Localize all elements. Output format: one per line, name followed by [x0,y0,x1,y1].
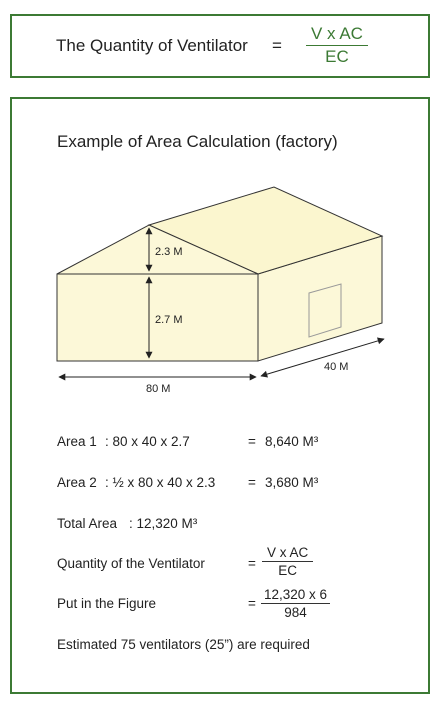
quantity-denominator: EC [278,563,298,578]
formula-numerator: V x AC [311,24,363,43]
wall-height-label: 2.7 M [155,314,183,326]
area1-label: Area 1 [57,434,97,449]
area1-equals: = [248,434,256,449]
formula-label: The Quantity of Ventilator [56,36,248,55]
total-area-label: Total Area [57,516,118,531]
put-numerator: 12,320 x 6 [264,587,328,602]
area2-result: 3,680 M³ [265,475,319,490]
quantity-numerator: V x AC [267,545,309,560]
total-area-value: : 12,320 M³ [129,516,198,531]
area2-expression: : ½ x 80 x 40 x 2.3 [105,475,216,490]
length-label: 80 M [146,383,171,395]
put-equals: = [248,596,256,611]
quantity-fraction [262,545,313,578]
width-label: 40 M [324,361,349,373]
put-label: Put in the Figure [57,596,157,611]
put-denominator: 984 [284,605,307,620]
estimate-text: Estimated 75 ventilators (25”) are required [57,637,310,652]
quantity-equals: = [248,556,256,571]
area2-label: Area 2 [57,475,97,490]
area2-equals: = [248,475,256,490]
formula-denominator: EC [325,47,349,66]
put-fraction [261,587,330,620]
roof-height-label: 2.3 M [155,246,183,258]
area1-expression: : 80 x 40 x 2.7 [105,434,190,449]
formula-equals: = [272,36,282,55]
example-title: Example of Area Calculation (factory) [57,132,338,151]
area1-result: 8,640 M³ [265,434,319,449]
quantity-label: Quantity of the Ventilator [57,556,205,571]
